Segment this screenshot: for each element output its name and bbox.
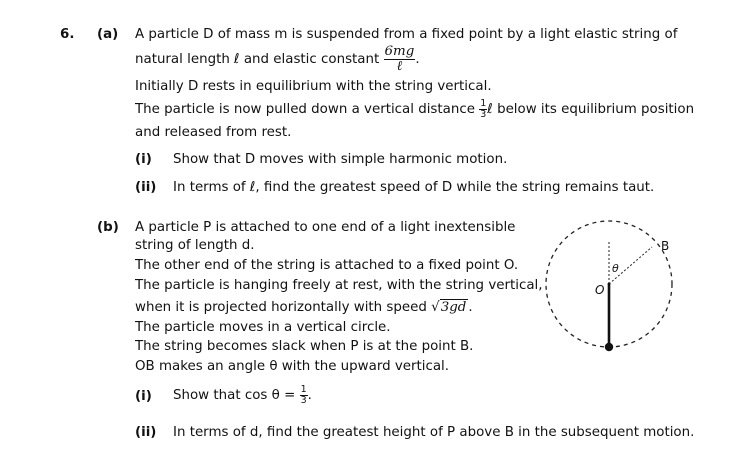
cos-denominator: 3	[300, 394, 307, 406]
part-b-i-label: (i)	[135, 389, 152, 404]
part-b-line8: OB makes an angle θ with the upward vertical.	[135, 359, 450, 374]
part-b-line6: The particle moves in a vertical circle.	[135, 320, 391, 335]
label-theta: θ	[612, 262, 619, 275]
part-b-i-suffix: .	[307, 388, 312, 403]
part-b-line1: A particle P is attached to one end of a light inextensible	[135, 220, 516, 235]
label-o: O	[595, 283, 605, 297]
part-b-ii-text: In terms of d, find the greatest height of P above B in the subsequent motion.	[173, 425, 695, 440]
vertical-circle-diagram	[530, 220, 690, 380]
part-a-line1: A particle D of mass m is suspended from a fixed point by a light elastic string of	[135, 27, 678, 42]
distance-denominator: 3	[480, 108, 487, 120]
part-a-ii-text: In terms of ℓ, find the greatest speed of D while the string remains taut.	[173, 180, 655, 195]
part-a-line4-suffix: ℓ below its equilibrium position	[487, 102, 695, 117]
label-b: B	[661, 239, 670, 253]
part-b-line5	[135, 298, 473, 318]
part-b-line2: string of length d.	[135, 238, 255, 253]
elastic-constant-fraction	[384, 45, 416, 73]
part-b-line7: The string becomes slack when P is at the point B.	[135, 339, 474, 354]
speed-radicand: 3gd	[440, 300, 467, 315]
part-a-i-label: (i)	[135, 152, 152, 167]
part-b-line4: The particle is hanging freely at rest, with the string vertical,	[135, 278, 543, 293]
cos-fraction	[300, 385, 308, 405]
part-b-label: (b)	[97, 220, 119, 235]
particle-p	[605, 343, 613, 351]
part-b-line5-prefix: when it is projected horizontally with speed	[135, 300, 427, 315]
part-b-line3: The other end of the string is attached to a fixed point O.	[135, 258, 519, 273]
part-b-i-prefix: Show that cos θ =	[173, 388, 296, 403]
part-a-line4	[135, 96, 694, 124]
elastic-constant-denominator: ℓ	[396, 58, 403, 74]
part-a-line3: Initially D rests in equilibrium with the string vertical.	[135, 79, 492, 94]
part-b-ii-label: (ii)	[135, 425, 157, 440]
sqrt-sign: √	[431, 300, 440, 315]
elastic-constant-numerator: 6mg	[384, 44, 415, 60]
part-a-line5: and released from rest.	[135, 125, 292, 140]
point-o-dot	[608, 283, 611, 286]
part-b-i-text	[173, 382, 312, 410]
cos-numerator: 1	[300, 384, 307, 395]
part-a-ii-label: (ii)	[135, 180, 157, 195]
part-a-label: (a)	[97, 27, 119, 42]
question-number: 6.	[60, 27, 75, 42]
speed-root	[431, 298, 468, 318]
distance-numerator: 1	[480, 98, 487, 109]
part-a-line2-suffix: .	[415, 52, 420, 67]
part-b-line5-suffix: .	[468, 300, 473, 315]
part-a-line2-prefix: natural length ℓ and elastic constant	[135, 52, 380, 67]
part-a-i-text: Show that D moves with simple harmonic motion.	[173, 152, 508, 167]
part-a-line4-prefix: The particle is now pulled down a vertical distance	[135, 102, 475, 117]
part-a-line2	[135, 42, 420, 78]
